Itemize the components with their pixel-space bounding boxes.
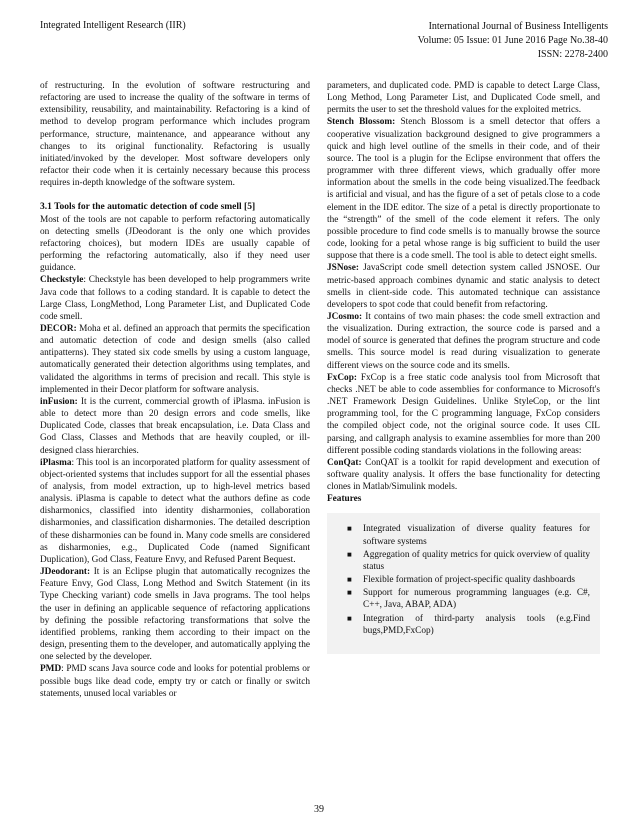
jcosmo-text: It contains of two main phases: the code smell extraction and the visualization. During extraction, the source code is parsed and a model of source is generated that defines the program structure and code smells. This source model is read during visualization to generate different views on the source code and its smells. <box>327 311 600 371</box>
right-column <box>327 80 600 654</box>
conqat-lead: ConQat: <box>327 457 362 468</box>
decor-paragraph <box>40 323 310 396</box>
infusion-paragraph <box>40 396 310 457</box>
iplasma-paragraph <box>40 457 310 566</box>
section-intro-paragraph: Most of the tools are not capable to perform refactoring automatically on detecting smells (JDeodorant is the only one which provides refactoring choices), but modern IDEs are usually capable of performing the refactoring automatically, also if they need user guidance. <box>40 214 310 274</box>
square-bullet-icon: ■ <box>347 613 352 623</box>
feature-item <box>341 587 590 611</box>
pmd-paragraph <box>40 663 310 699</box>
jcosmo-lead: JCosmo: <box>327 311 363 322</box>
fxcop-lead: FxCop: <box>327 372 357 383</box>
feature-item <box>341 574 590 586</box>
feature-item <box>341 613 590 637</box>
left-column <box>40 80 310 700</box>
jsnose-paragraph <box>327 262 600 311</box>
intro-paragraph: of restructuring. In the evolution of software restructuring and refactoring are used to increase the quality of the software in terms of extensibility, reusability, and maintainability. Refactoring is a kind of method to develop program performance which includes program performance, structure, maintenance, and appearance without any changes to its original functionality. Refactoring is usually initiated/invoked by the developer. Most software developers only refactor their code when it is certainly necessary because this process requires in-depth knowledge of the software system. <box>40 81 310 189</box>
feature-item <box>341 549 590 573</box>
feature-text: Flexible formation of project-specific quality dashboards <box>363 575 575 586</box>
jsnose-text: JavaScript code smell detection system called JSNOSE. Our metric-based approach combines dynamic and static analysis to detect smells in client-side code. This automated technique can assistance developers to spot code that could benefit from refactoring. <box>327 263 600 310</box>
infusion-lead: inFusion: <box>40 396 78 407</box>
stench-blossom-lead: Stench Blossom: <box>327 117 396 128</box>
square-bullet-icon: ■ <box>347 549 352 559</box>
header-journal-left: Integrated Intelligent Research (IIR) <box>40 20 186 31</box>
checkstyle-text: : Checkstyle has been developed to help programmers write Java code that follows to a coding standard. It is capable to detect the Large Class, LongMethod, Long Parameter List, and Duplicated Code code smell. <box>40 275 310 322</box>
feature-item <box>341 523 590 547</box>
stench-blossom-text: Stench Blossom is a smell detector that offers a cooperative visualization background designed to give programmers a quick and high level outline of the smells in their code, and of their source. The tool is a plugin for the Eclipse environment that offers the programmer with three different views, which gradually offer more information about the smells in the code being visualized.The feedback is artificial and visual, and has the figure of a set of petals close to a code element in the IDE editor. The size of a petal is directly proportionate to the “strength” of the smell of the code element it refers. The only possible procedure to find code smells is to manually browse the source code, looking for a petal whose range is big sufficient to build the user suppose that there is a code smell. The tool is able to detect eight smells. <box>327 117 600 262</box>
jdeodorant-lead: JDeodorant: <box>40 567 91 578</box>
fxcop-paragraph <box>327 372 600 457</box>
feature-text: Support for numerous programming languages (e.g. C#, C++, Java, ABAP, ADA) <box>363 588 590 611</box>
feature-text: Integration of third-party analysis tools (e.g.Find bugs,PMD,FxCop) <box>363 613 590 636</box>
page-number: 39 <box>314 804 324 815</box>
stench-blossom-paragraph <box>327 116 600 262</box>
features-heading: Features <box>327 494 362 505</box>
feature-text: Aggregation of quality metrics for quick overview of quality status <box>363 549 590 572</box>
features-box <box>327 513 600 653</box>
features-list <box>341 523 590 636</box>
fxcop-text: FxCop is a free static code analysis tool from Microsoft that checks .NET be able to code assemblies for conformance to Microsoft's .NET Framework Design Guidelines. Unlike StyleCop, or the lint programming tool, for the C programming language, FxCop considers the compiled object code, not the original source code. It uses CIL parsing, and callgraph analysis to examine assemblies for more than 200 different possible coding standards violations in the following areas: <box>327 372 600 456</box>
decor-lead: DECOR: <box>40 323 77 334</box>
iplasma-lead: iPlasma <box>40 457 72 468</box>
checkstyle-paragraph <box>40 274 310 323</box>
section-heading: 3.1 Tools for the automatic detection of code smell [5] <box>40 202 256 213</box>
jcosmo-paragraph <box>327 311 600 372</box>
pmd-continued-paragraph: parameters, and duplicated code. PMD is capable to detect Large Class, Long Method, Long Parameter List, and Duplicated Code smell, and permits the user to set the threshold values for the exploited metrics. <box>327 81 600 116</box>
square-bullet-icon: ■ <box>347 575 352 585</box>
infusion-text: It is the current, commercial growth of iPlasma. inFusion is able to detect more than 20 design errors and code smells, like Duplicated Code, classes that break encapsulation, i.e. Data Class and God Class, Classes and Methods that are heavily coupled, or ill-designed class hierarchies. <box>40 396 310 456</box>
square-bullet-icon: ■ <box>347 588 352 598</box>
header-journal-title: International Journal of Business Intelligents <box>428 21 608 32</box>
pmd-lead: PMD <box>40 664 62 675</box>
header-journal-right <box>418 20 608 62</box>
jdeodorant-paragraph <box>40 566 310 663</box>
header-issn: ISSN: 2278-2400 <box>537 49 608 60</box>
decor-text: Moha et al. defined an approach that permits the specification and automatic detection of code and design smells (also called antipatterns). They stated six code smells by using a custom language, automatically generated their detection algorithms using templates, and validated the algorithms in terms of precision and recall. This style is implemented in their Decor platform for software analysis. <box>40 323 310 395</box>
header-volume-info: Volume: 05 Issue: 01 June 2016 Page No.38-40 <box>417 35 608 46</box>
conqat-paragraph <box>327 457 600 493</box>
conqat-text: ConQAT is a toolkit for rapid development and execution of software quality analysis. It offers the base functionality for detecting clones in Matlab/Simulink models. <box>327 457 600 493</box>
checkstyle-lead: Checkstyle <box>40 275 84 286</box>
iplasma-text: : This tool is an incorporated platform for quality assessment of object-oriented systems that includes support for all the essential phases of analysis, from model extraction, up to high-level metrics based analysis. iPlasma is capable to detect what the authors define as code disharmonics, classified into identity disharmonies, collaboration disharmonies, and classification disharmonies. The detailed description of these disharmonies can be found in. Many code smells are considered as disharmonies, e.g., Duplicated Code (named Significant Duplication), God Class, Feature Envy, and Refused Parent Bequest. <box>40 457 310 565</box>
jdeodorant-text: It is an Eclipse plugin that automatically recognizes the Feature Envy, God Class, Long Method and Switch Statement (in its Type Checking variant) code smells in Java programs. The tool helps the user in defining an applicable sequence of refactoring applications by defining the possible refactoring transformations that solve the identified problems, ranking them according to their impact on the design, presenting them to the developer, and automatically applying the one selected by the developer. <box>40 567 310 663</box>
feature-text: Integrated visualization of diverse quality features for software systems <box>363 524 590 547</box>
square-bullet-icon: ■ <box>347 524 352 534</box>
jsnose-lead: JSNose: <box>327 263 360 274</box>
pmd-text: : PMD scans Java source code and looks for potential problems or possible bugs like dead code, empty try or catch or finally or switch statements, unused local variables or <box>40 664 310 699</box>
